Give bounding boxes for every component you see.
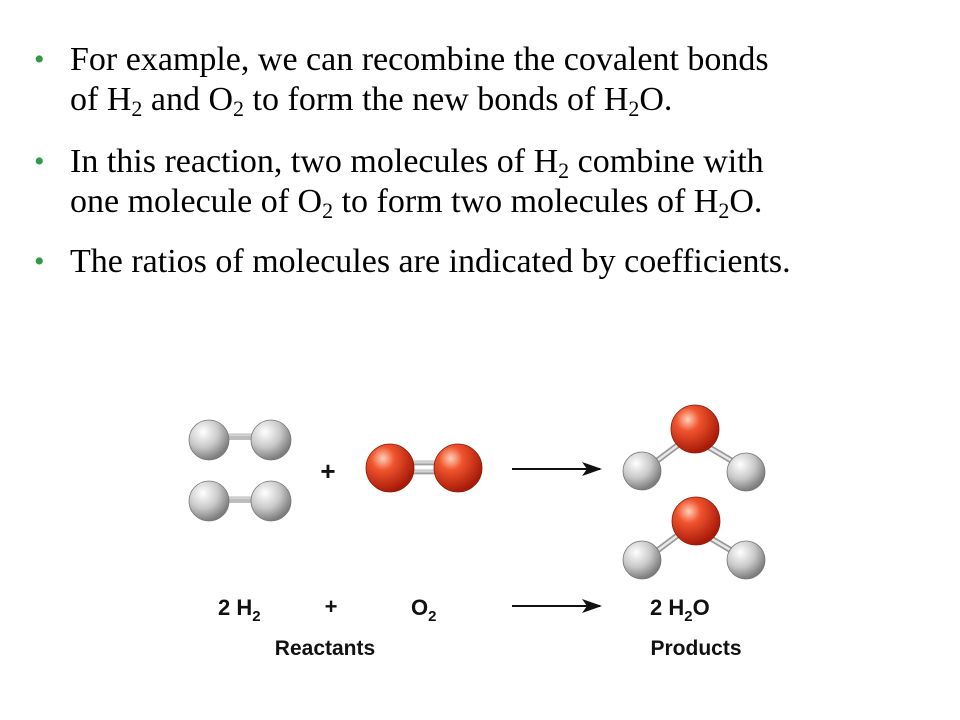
equation-plus-sign: + — [324, 594, 338, 619]
hydrogen-atom — [623, 541, 661, 579]
oxygen-atom — [434, 444, 482, 492]
bullet-text-line: In this reaction, two molecules of $H_2$ combine with — [70, 143, 764, 183]
h2o-molecule-top — [623, 405, 765, 491]
hydrogen-atom — [189, 420, 229, 460]
hydrogen-atom — [727, 453, 765, 491]
reactant-plus-sign: + — [320, 456, 336, 486]
oxygen-atom — [672, 497, 720, 545]
equation-reactant-h2: 2 $H_2$ — [218, 595, 261, 625]
equation-reactant-o2: $O_2$ — [411, 595, 437, 625]
bullet-text-line: one molecule of $O_2$ to form two molecules of $H_2O$. — [70, 183, 763, 223]
o2-molecule — [366, 444, 482, 492]
bullet-dot: • — [34, 145, 45, 178]
bullet-text-line: The ratios of molecules are indicated by coefficients. — [70, 243, 791, 280]
h2-molecule-bottom — [189, 481, 291, 521]
hydrogen-atom — [623, 452, 661, 490]
bullet-text-line: of $H_2$ and $O_2$ to form the new bonds of $H_2O$. — [70, 81, 673, 121]
hydrogen-atom — [727, 541, 765, 579]
oxygen-atom — [366, 444, 414, 492]
bullet-dot: • — [34, 245, 45, 278]
bullet-dot: • — [34, 43, 45, 76]
equation-product-h2o: 2 $H_2O$ — [650, 595, 710, 625]
bullet-text-line: For example, we can recombine the covalent bonds — [70, 41, 769, 78]
hydrogen-atom — [189, 481, 229, 521]
reactants-label: Reactants — [274, 637, 376, 660]
oxygen-atom — [671, 405, 719, 453]
hydrogen-atom — [251, 481, 291, 521]
hydrogen-atom — [251, 420, 291, 460]
products-label: Products — [650, 637, 742, 660]
h2-molecule-top — [189, 420, 291, 460]
h2o-molecule-bottom — [623, 497, 765, 579]
